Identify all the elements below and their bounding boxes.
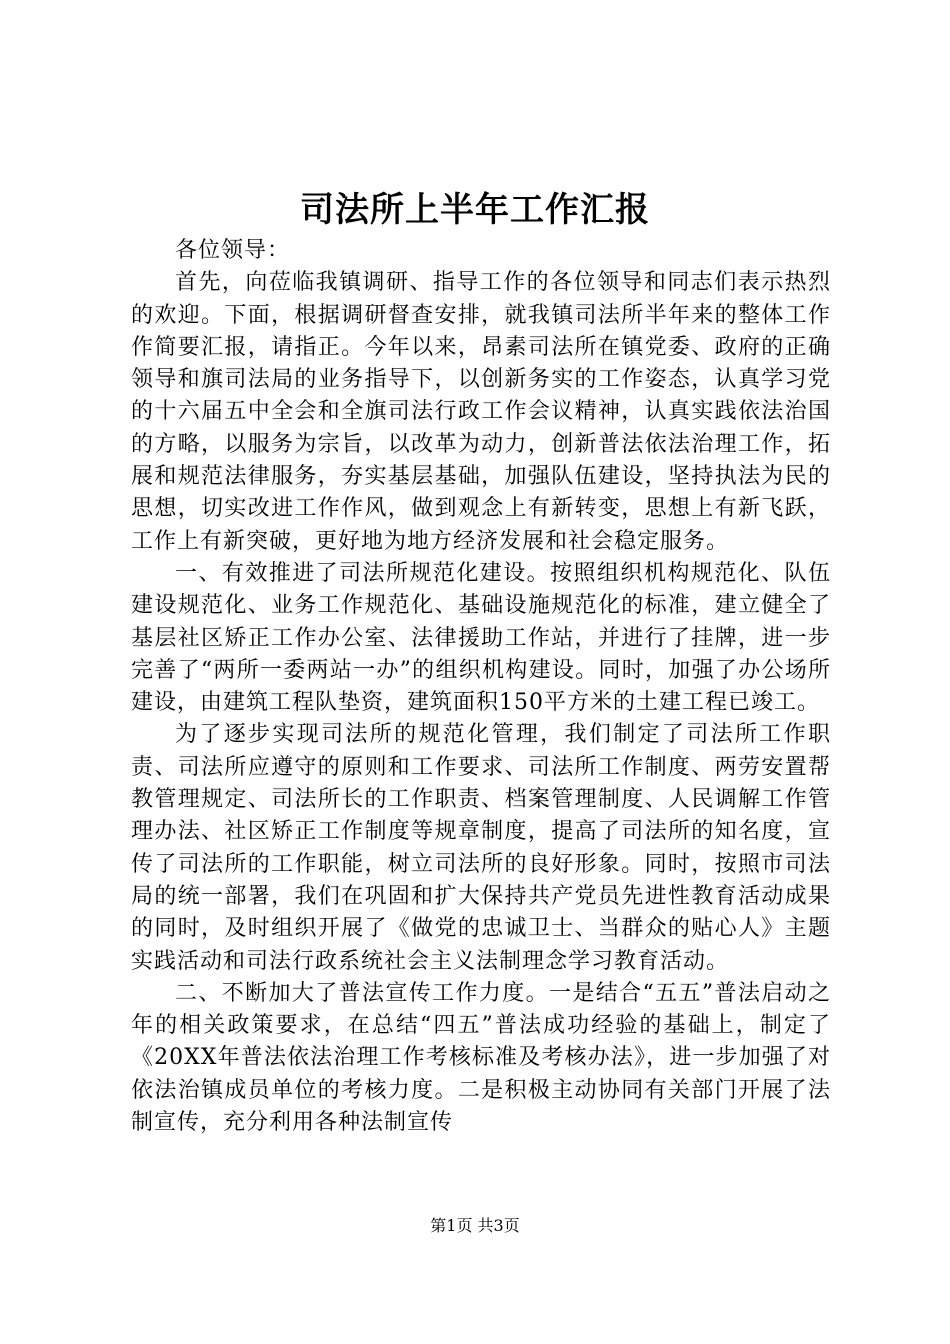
paragraph-section-one: 一、有效推进了司法所规范化建设。按照组织机构规范化、队伍建设规范化、业务工作规范化、基础设施规范化的标准，建立健全了基层社区矫正工作办公室、法律援助工作站，并进行了挂牌，进一步完善了“两所一委两站一办”的组织机构建设。同时，加强了办公场所建设，由建筑工程队垫资，建筑面积150平方米的土建工程已竣工。 xyxy=(131,560,831,716)
document-body xyxy=(131,235,831,1139)
page-number-footer: 第1页 共3页 xyxy=(430,1216,520,1235)
paragraph-intro: 首先，向莅临我镇调研、指导工作的各位领导和同志们表示热烈的欢迎。下面，根据调研督查安排，就我镇司法所半年来的整体工作作简要汇报，请指正。今年以来，昂素司法所在镇党委、政府的正确领导和旗司法局的业务指导下，以创新务实的工作姿态，认真学习党的十六届五中全会和全旗司法行政工作会议精神，认真实践依法治国的方略，以服务为宗旨，以改革为动力，创新普法依法治理工作，拓展和规范法律服务，夯实基层基础，加强队伍建设，坚持执法为民的思想，切实改进工作作风，做到观念上有新转变，思想上有新飞跃，工作上有新突破，更好地为地方经济发展和社会稳定服务。 xyxy=(131,270,831,554)
document-title: 司法所上半年工作汇报 xyxy=(300,190,650,230)
paragraph-section-two: 二、不断加大了普法宣传工作力度。一是结合“五五”普法启动之年的相关政策要求，在总结“四五”普法成功经验的基础上，制定了《20XX年普法依法治理工作考核标准及考核办法》，进一步加强了对依法治镇成员单位的考核力度。二是积极主动协同有关部门开展了法制宣传，充分利用各种法制宣传 xyxy=(131,980,831,1136)
paragraph-regulations: 为了逐步实现司法所的规范化管理，我们制定了司法所工作职责、司法所应遵守的原则和工作要求、司法所工作制度、两劳安置帮教管理规定、司法所长的工作职责、档案管理制度、人民调解工作管理办法、社区矫正工作制度等规章制度，提高了司法所的知名度，宣传了司法所的工作职能，树立司法所的良好形象。同时，按照市司法局的统一部署，我们在巩固和扩大保持共产党员先进性教育活动成果的同时，及时组织开展了《做党的忠诚卫士、当群众的贴心人》主题实践活动和司法行政系统社会主义法制理念学习教育活动。 xyxy=(131,722,831,974)
salutation: 各位领导： xyxy=(175,238,291,263)
